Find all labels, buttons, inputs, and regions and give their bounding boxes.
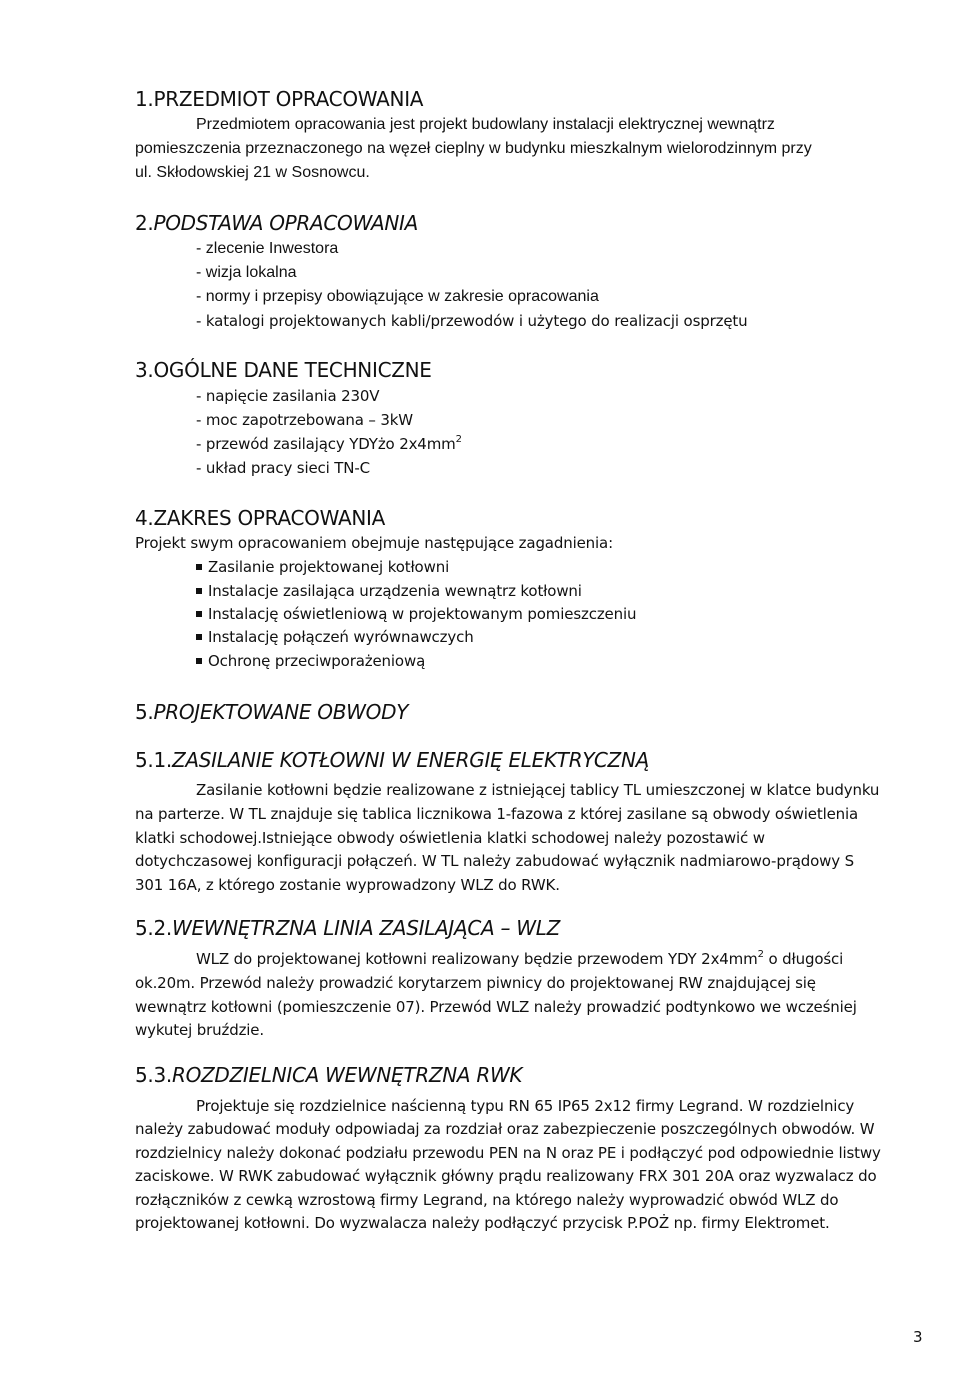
bullet-square-icon — [196, 658, 202, 664]
section-4-bullet: Zasilanie projektowanej kotłowni — [208, 558, 450, 576]
section-1-line-2: pomieszczenia przeznaczonego na węzeł cieplny w budynku mieszkalnym wielorodzinnym przy — [135, 140, 812, 157]
section-5-2-line: wewnątrz kotłowni (pomieszczenie 07). Przewód WLZ należy prowadzić podtynkowo we wcześniej — [135, 998, 857, 1016]
section-5-1-line: Zasilanie kotłowni będzie realizowane z istniejącej tablicy TL umieszczonej w klatce budynku — [196, 781, 880, 799]
section-4-bullet: Instalacje zasilająca urządzenia wewnątrz kotłowni — [208, 582, 582, 600]
section-5-3-line: należy zabudować moduły odpowiadaj za rozdział oraz zabezpieczenie poszczególnych obwodów. W — [135, 1120, 875, 1138]
section-4-bullet: Instalację połączeń wyrównawczych — [208, 628, 474, 646]
section-5-2-heading — [135, 915, 560, 941]
section-3-cable-text: - przewód zasilający YDYżo 2x4mm — [196, 435, 456, 453]
section-5-3-number: 5.3. — [135, 1063, 172, 1087]
section-3-item: - układ pracy sieci TN-C — [196, 459, 370, 477]
section-3-heading — [135, 357, 432, 383]
section-3-number: 3. — [135, 358, 154, 382]
section-5-3-title: ROZDZIELNICA WEWNĘTRZNA RWK — [171, 1063, 523, 1087]
bullet-square-icon — [196, 611, 202, 617]
section-5-3-line: rozłączników z cewką wzrostową firmy Legrand, na którego należy wyprowadzić obwód WLZ do — [135, 1191, 839, 1209]
section-5-1-line: na parterze. W TL znajduje się tablica licznikowa 1-fazowa z której zasilane są obwody oświetlenia — [135, 805, 859, 823]
section-3-item: - napięcie zasilania 230V — [196, 387, 380, 405]
section-3-item — [196, 432, 462, 456]
section-5-3-heading — [135, 1062, 522, 1088]
section-5-2-superscript: 2 — [757, 949, 764, 960]
section-2-number: 2. — [135, 211, 154, 235]
section-3-superscript: 2 — [455, 434, 462, 445]
section-1-line-3: ul. Skłodowskiej 21 w Sosnowcu. — [135, 164, 370, 181]
section-4-intro: Projekt swym opracowaniem obejmuje następujące zagadnienia: — [135, 534, 613, 552]
bullet-square-icon — [196, 564, 202, 570]
section-5-1-line: dotychczasowej konfiguracji połączeń. W TL należy zabudować wyłącznik nadmiarowo-prądowy S — [135, 852, 854, 870]
section-2-item: - katalogi projektowanych kabli/przewodów i użytego do realizacji osprzętu — [196, 312, 748, 330]
section-5-3-line: projektowanej kotłowni. Do wyzwalacza należy podłączyć przycisk P.POŻ np. firmy Elektromet. — [135, 1214, 830, 1232]
section-5-1-title: ZASILANIE KOTŁOWNI W ENERGIĘ ELEKTRYCZNĄ — [171, 748, 649, 772]
section-5-2-number: 5.2. — [135, 916, 172, 940]
section-1-line-1: Przedmiotem opracowania jest projekt budowlany instalacji elektrycznej wewnątrz — [196, 116, 775, 133]
section-2-item: - wizja lokalna — [196, 264, 297, 281]
section-2-title: PODSTAWA OPRACOWANIA — [153, 211, 419, 235]
section-4-heading — [135, 505, 385, 531]
section-4-bullet: Instalację oświetleniową w projektowanym pomieszczeniu — [208, 605, 637, 623]
section-5-3-line: zaciskowe. W RWK zabudować wyłącznik główny prądu realizowany FRX 301 20A oraz wyzwalacz do — [135, 1167, 877, 1185]
section-2-item: - zlecenie Inwestora — [196, 240, 339, 257]
section-5-2-line — [196, 947, 843, 971]
section-5-1-heading — [135, 747, 649, 773]
section-5-title: PROJEKTOWANE OBWODY — [153, 700, 409, 724]
bullet-square-icon — [196, 634, 202, 640]
section-5-2-line: ok.20m. Przewód należy prowadzić korytarzem piwnicy do projektowanej RW znajdującej się — [135, 974, 816, 992]
section-5-2-line-end: o długości — [763, 950, 844, 968]
section-3-title: OGÓLNE DANE TECHNICZNE — [153, 358, 432, 382]
section-2-item: - normy i przepisy obowiązujące w zakresie opracowania — [196, 288, 599, 305]
section-5-2-line: wykutej bruździe. — [135, 1021, 265, 1039]
section-5-2-line-start: WLZ do projektowanej kotłowni realizowany będzie przewodem YDY 2x4mm — [196, 950, 758, 968]
section-3-item: - moc zapotrzebowana – 3kW — [196, 411, 413, 429]
section-5-1-line: 301 16A, z którego zostanie wyprowadzony WLZ do RWK. — [135, 876, 560, 894]
section-4-title: ZAKRES OPRACOWANIA — [153, 506, 385, 530]
section-5-number: 5. — [135, 700, 154, 724]
section-5-1-number: 5.1. — [135, 748, 172, 772]
section-2-heading — [135, 210, 418, 236]
section-5-2-title: WEWNĘTRZNA LINIA ZASILAJĄCA – WLZ — [171, 916, 560, 940]
page-number: 3 — [913, 1328, 923, 1346]
section-4-number: 4. — [135, 506, 154, 530]
section-1-heading: 1.PRZEDMIOT OPRACOWANIA — [135, 87, 424, 111]
section-5-3-line: Projektuje się rozdzielnice naścienną typu RN 65 IP65 2x12 firmy Legrand. W rozdzielnicy — [196, 1097, 855, 1115]
section-5-1-line: klatki schodowej.Istniejące obwody oświetlenia klatki schodowej należy pozostawić w — [135, 829, 765, 847]
section-4-bullet: Ochronę przeciwporażeniową — [208, 652, 426, 670]
section-5-heading — [135, 699, 408, 725]
bullet-square-icon — [196, 588, 202, 594]
section-5-3-line: rozdzielnicy należy dokonać podziału przewodu PEN na N oraz PE i podłączyć pod odpowiednie listwy — [135, 1144, 881, 1162]
